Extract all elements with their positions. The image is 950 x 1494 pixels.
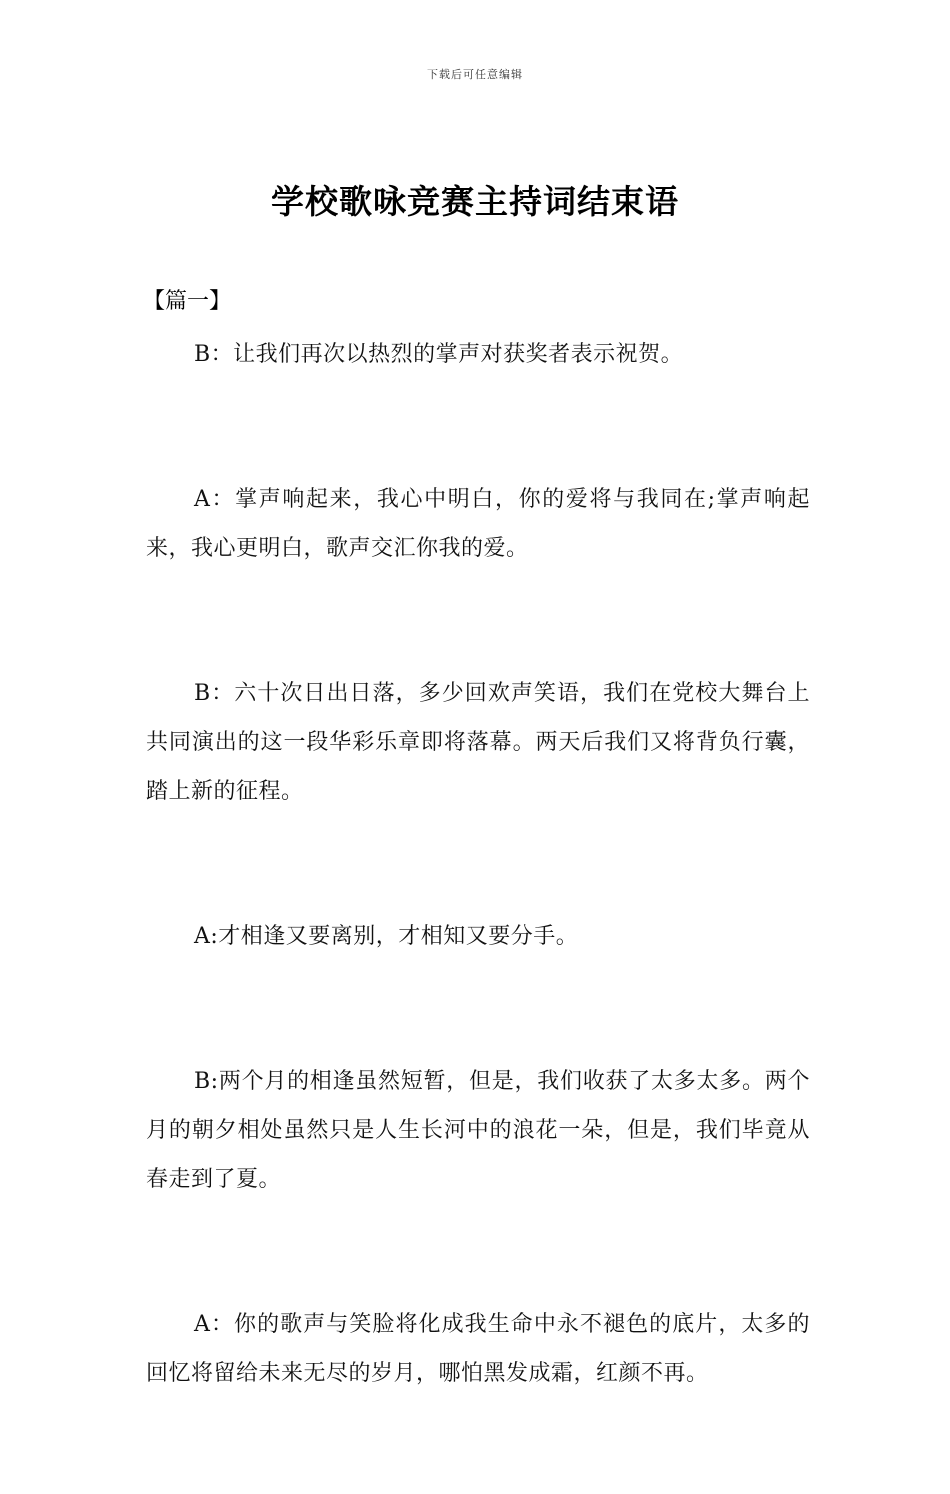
paragraph-3: B：六十次日出日落，多少回欢声笑语，我们在党校大舞台上共同演出的这一段华彩乐章即将落幕。两天后我们又将背负行囊，踏上新的征程。 bbox=[146, 681, 810, 804]
paragraph-5: B:两个月的相逢虽然短暂，但是，我们收获了太多太多。两个月的朝夕相处虽然只是人生长河中的浪花一朵，但是，我们毕竟从春走到了夏。 bbox=[146, 1069, 810, 1192]
paragraph-1: B：让我们再次以热烈的掌声对获奖者表示祝贺。 bbox=[194, 342, 684, 367]
document-title: 学校歌咏竞赛主持词结束语 bbox=[271, 182, 679, 221]
paragraph-6: A：你的歌声与笑脸将化成我生命中永不褪色的底片，太多的回忆将留给未来无尽的岁月，哪怕黑发成霜，红颜不再。 bbox=[146, 1312, 810, 1386]
paragraph-4: A:才相逢又要离别，才相知又要分手。 bbox=[194, 924, 579, 949]
header-note: 下载后可任意编辑 bbox=[427, 68, 523, 81]
document-body bbox=[146, 330, 810, 1494]
section-label: 【篇一】 bbox=[143, 289, 232, 314]
paragraph-2: A：掌声响起来，我心中明白，你的爱将与我同在;掌声响起来，我心更明白，歌声交汇你我的爱。 bbox=[146, 487, 810, 561]
